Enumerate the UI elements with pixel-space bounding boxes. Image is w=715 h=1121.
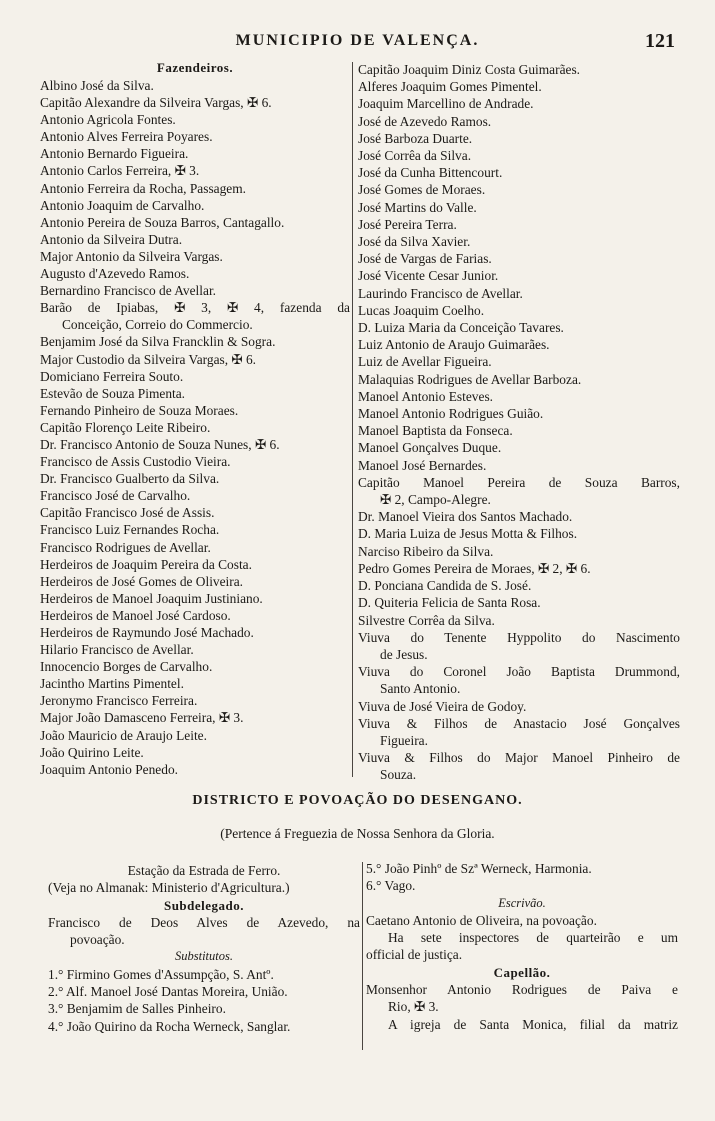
list-item: Manoel Antonio Esteves.: [358, 388, 494, 404]
list-item: Manoel Gonçalves Duque.: [358, 440, 502, 456]
list-item: 5.° João Pinhº de Szª Werneck, Harmonia.: [366, 861, 592, 876]
list-item: D. Ponciana Candida de S. José.: [358, 578, 532, 594]
list-item: Capitão Manoel Pereira de Souza Barros,: [358, 474, 680, 490]
capellao-line: Monsenhor Antonio Rodrigues de Paiva e: [366, 982, 678, 998]
list-item: Barão de Ipiabas, ✠ 3, ✠ 4, fazenda da: [40, 300, 350, 316]
list-item: Dr. Francisco Gualberto da Silva.: [40, 471, 220, 487]
substitutos-continued: [366, 860, 678, 895]
subdelegado-line: povoação.: [70, 932, 125, 948]
list-item: Dr. Francisco Antonio de Souza Nunes, ✠ 6.: [40, 436, 280, 452]
list-item: ✠ 2, Campo-Alegre.: [380, 492, 491, 508]
list-item: Viuva de José Vieira de Godoy.: [358, 698, 527, 714]
list-item: Pedro Gomes Pereira de Moraes, ✠ 2, ✠ 6.: [358, 560, 591, 576]
list-item: Herdeiros de José Gomes de Oliveira.: [40, 573, 244, 589]
list-item: José da Cunha Bittencourt.: [358, 165, 503, 181]
list-item: 4.° João Quirino da Rocha Werneck, Sanglar.: [48, 1018, 291, 1034]
list-item: José Martins do Valle.: [358, 199, 477, 215]
list-item: Domiciano Ferreira Souto.: [40, 368, 184, 384]
list-item: Jeronymo Francisco Ferreira.: [40, 693, 198, 709]
list-item: Herdeiros de Joaquim Pereira da Costa.: [40, 556, 252, 572]
list-item: 1.° Firmino Gomes d'Assumpção, S. Antº.: [48, 966, 274, 982]
fazendeiros-left-list: [40, 77, 350, 778]
list-item: Capitão Francisco José de Assis.: [40, 505, 215, 521]
subdelegado-heading: Subdelegado.: [163, 897, 245, 913]
list-item: José de Vargas de Farias.: [358, 251, 492, 267]
list-item: José Vicente Cesar Junior.: [358, 268, 499, 284]
list-item: Silvestre Corrêa da Silva.: [358, 612, 495, 628]
page-title: MUNICIPIO DE VALENÇA.: [235, 32, 480, 49]
substitutos-list: [48, 966, 360, 1035]
list-item: Laurindo Francisco de Avellar.: [358, 285, 523, 301]
district-column-divider: [362, 862, 363, 1050]
list-item: Herdeiros de Manoel José Cardoso.: [40, 607, 231, 623]
list-item: Souza.: [380, 767, 417, 783]
fazendeiros-right-column: [358, 61, 680, 784]
inspectores-line: official de justiça.: [366, 947, 463, 963]
list-item: Lucas Joaquim Coelho.: [358, 302, 485, 318]
list-item: Antonio Pereira de Souza Barros, Cantagallo.: [40, 214, 285, 230]
list-item: D. Quiteria Felicia de Santa Rosa.: [358, 595, 541, 611]
escrivao-line: Caetano Antonio de Oliveira, na povoação.: [366, 912, 597, 928]
list-item: Major Custodio da Silveira Vargas, ✠ 6.: [40, 351, 257, 367]
list-item: José de Azevedo Ramos.: [358, 113, 492, 129]
list-item: Conceição, Correio do Commercio.: [62, 317, 253, 333]
list-item: Francisco de Assis Custodio Vieira.: [40, 454, 231, 470]
list-item: Fernando Pinheiro de Souza Moraes.: [40, 402, 239, 418]
inspectores-line: Ha sete inspectores de quarteirão e um: [388, 930, 678, 946]
list-item: Hilario Francisco de Avellar.: [40, 642, 194, 658]
list-item: Capitão Alexandre da Silveira Vargas, ✠ 6.: [40, 95, 272, 111]
list-item: Luiz Antonio de Araujo Guimarães.: [358, 337, 550, 353]
list-item: Joaquim Antonio Penedo.: [40, 761, 178, 777]
fazendeiros-right-list: [358, 61, 680, 784]
list-item: Manoel Baptista da Fonseca.: [358, 423, 513, 439]
list-item: de Jesus.: [380, 646, 428, 662]
list-item: José Corrêa da Silva.: [358, 148, 472, 164]
list-item: Dr. Manoel Vieira dos Santos Machado.: [358, 509, 573, 525]
list-item: Viuva & Filhos do Major Manoel Pinheiro de: [358, 750, 680, 766]
district-right-column: [366, 860, 678, 1033]
list-item: João Quirino Leite.: [40, 744, 144, 760]
list-item: Antonio Alves Ferreira Poyares.: [40, 129, 213, 145]
list-item: Herdeiros de Raymundo José Machado.: [40, 625, 254, 640]
page-header: [0, 30, 715, 54]
list-item: Malaquias Rodrigues de Avellar Barboza.: [358, 371, 582, 387]
list-item: Joaquim Marcellino de Andrade.: [358, 96, 534, 112]
list-item: Antonio da Silveira Dutra.: [40, 231, 183, 247]
list-item: 3.° Benjamim de Salles Pinheiro.: [48, 1001, 226, 1017]
list-item: Major Antonio da Silveira Vargas.: [40, 248, 223, 264]
list-item: D. Luiza Maria da Conceição Tavares.: [358, 320, 564, 336]
district-title: DISTRICTO E POVOAÇÃO DO DESENGANO.: [192, 793, 523, 808]
list-item: Viuva do Coronel João Baptista Drummond,: [358, 664, 680, 680]
list-item: Manoel Antonio Rodrigues Guião.: [358, 406, 544, 422]
district-left-column: [48, 862, 360, 1035]
list-item: Viuva do Tenente Hyppolito do Nascimento: [358, 629, 680, 645]
list-item: Antonio Ferreira da Rocha, Passagem.: [40, 180, 247, 196]
escrivao-heading: Escrivão.: [498, 895, 546, 910]
list-item: José Gomes de Moraes.: [358, 182, 486, 198]
fazendeiros-heading: Fazendeiros.: [156, 60, 234, 75]
list-item: José Barboza Duarte.: [358, 130, 473, 146]
list-item: Luiz de Avellar Figueira.: [358, 354, 492, 370]
subdelegado-line: Francisco de Deos Alves de Azevedo, na: [48, 914, 360, 930]
district-note: (Pertence á Freguezia de Nossa Senhora da Gloria.: [220, 826, 495, 841]
list-item: Francisco Luiz Fernandes Rocha.: [40, 522, 220, 538]
substitutos-heading: Substitutos.: [175, 949, 233, 964]
list-item: Albino José da Silva.: [40, 78, 154, 93]
page-number: 121: [645, 30, 675, 52]
list-item: Capitão Florenço Leite Ribeiro.: [40, 419, 211, 435]
list-item: 6.° Vago.: [366, 878, 416, 894]
list-item: Francisco José de Carvalho.: [40, 488, 191, 504]
list-item: Santo Antonio.: [380, 681, 461, 697]
list-item: Antonio Bernardo Figueira.: [40, 146, 189, 162]
capellao-line: Rio, ✠ 3.: [388, 999, 439, 1015]
list-item: Viuva & Filhos de Anastacio José Gonçalves: [358, 715, 680, 731]
list-item: Estevão de Souza Pimenta.: [40, 385, 186, 401]
list-item: Herdeiros de Manoel Joaquim Justiniano.: [40, 590, 263, 606]
list-item: Antonio Agricola Fontes.: [40, 112, 176, 128]
list-item: Figueira.: [380, 732, 428, 748]
list-item: Alferes Joaquim Gomes Pimentel.: [358, 79, 542, 95]
list-item: José Pereira Terra.: [358, 216, 457, 232]
igreja-line: A igreja de Santa Monica, filial da matriz: [388, 1016, 678, 1032]
list-item: Manoel José Bernardes.: [358, 457, 487, 473]
list-item: Innocencio Borges de Carvalho.: [40, 659, 213, 675]
list-item: José da Silva Xavier.: [358, 234, 471, 250]
almanak-note: (Veja no Almanak: Ministerio d'Agricultura.): [48, 880, 290, 896]
list-item: Francisco Rodrigues de Avellar.: [40, 539, 211, 555]
list-item: Augusto d'Azevedo Ramos.: [40, 266, 190, 282]
list-item: Jacintho Martins Pimentel.: [40, 676, 184, 692]
fazendeiros-left-column: [40, 61, 350, 778]
list-item: Benjamim José da Silva Francklin & Sogra.: [40, 334, 276, 350]
list-item: Antonio Joaquim de Carvalho.: [40, 197, 205, 213]
station-line: Estação da Estrada de Ferro.: [127, 863, 281, 878]
list-item: Narciso Ribeiro da Silva.: [358, 543, 494, 559]
list-item: Antonio Carlos Ferreira, ✠ 3.: [40, 163, 200, 179]
list-item: 2.° Alf. Manoel José Dantas Moreira, União.: [48, 984, 288, 1000]
capellao-heading: Capellão.: [493, 964, 551, 980]
list-item: João Mauricio de Araujo Leite.: [40, 727, 207, 743]
list-item: Bernardino Francisco de Avellar.: [40, 283, 217, 299]
column-divider: [352, 62, 353, 777]
list-item: Major João Damasceno Ferreira, ✠ 3.: [40, 710, 244, 726]
list-item: Capitão Joaquim Diniz Costa Guimarães.: [358, 62, 581, 77]
list-item: D. Maria Luiza de Jesus Motta & Filhos.: [358, 526, 578, 542]
